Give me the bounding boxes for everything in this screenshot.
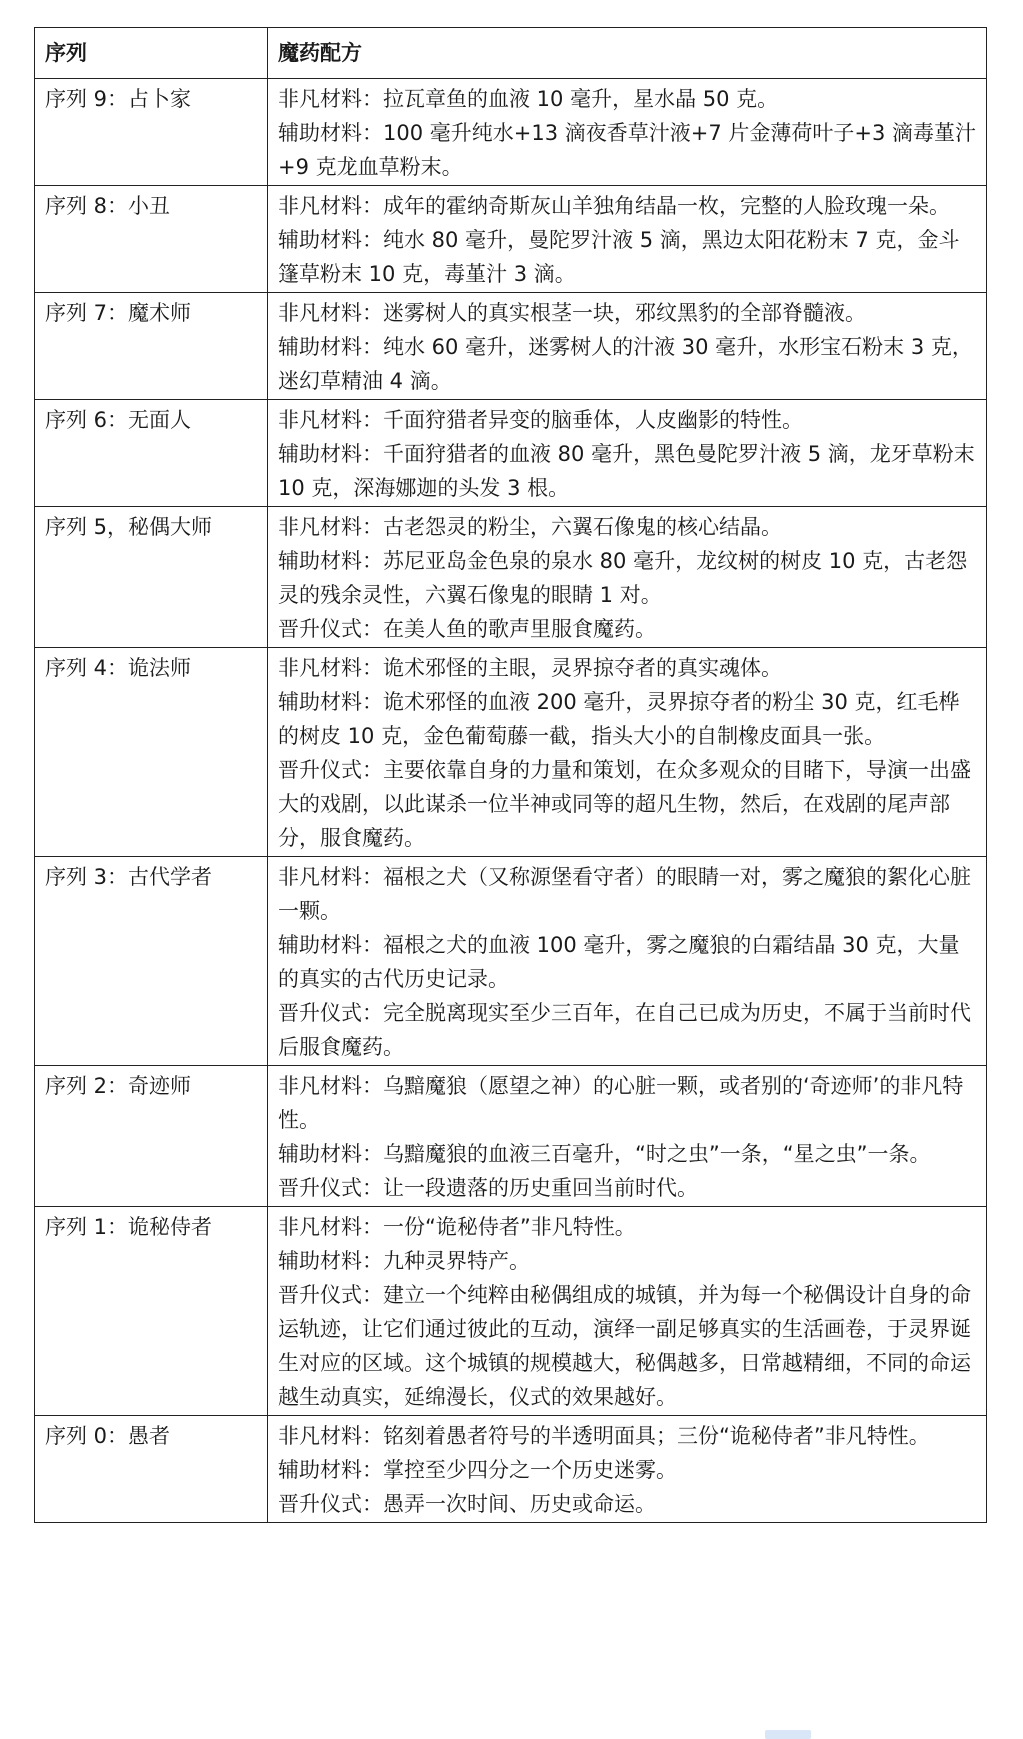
recipe-cell [268, 1207, 987, 1416]
recipe-line: 辅助材料：100 毫升纯水+13 滴夜香草汁液+7 片金薄荷叶子+3 滴毒堇汁+9 克龙血草粉末。 [278, 121, 977, 179]
recipe-line: 非凡材料：乌黯魔狼（愿望之神）的心脏一颗，或者别的‘奇迹师’的非凡特性。 [278, 1074, 964, 1132]
header-recipe: 魔药配方 [268, 28, 987, 79]
table-row [35, 648, 987, 857]
sequence-cell: 序列 2：奇迹师 [35, 1066, 268, 1207]
recipe-cell [268, 857, 987, 1066]
recipe-table-container [34, 27, 986, 1523]
recipe-line: 辅助材料：诡术邪怪的血液 200 毫升，灵界掠夺者的粉尘 30 克，红毛桦的树皮 10 克，金色葡萄藤一截，指头大小的自制橡皮面具一张。 [278, 690, 960, 748]
recipe-table [34, 27, 987, 1523]
recipe-line: 非凡材料：一份“诡秘侍者”非凡特性。 [278, 1215, 636, 1239]
table-row [35, 857, 987, 1066]
recipe-line: 辅助材料：苏尼亚岛金色泉的泉水 80 毫升，龙纹树的树皮 10 克，古老怨灵的残余灵性，六翼石像鬼的眼睛 1 对。 [278, 549, 968, 607]
recipe-line: 晋升仪式：愚弄一次时间、历史或命运。 [278, 1492, 656, 1516]
recipe-line: 辅助材料：福根之犬的血液 100 毫升，雾之魔狼的白霜结晶 30 克，大量的真实的古代历史记录。 [278, 933, 960, 991]
table-header-row [35, 28, 987, 79]
recipe-line: 晋升仪式：让一段遗落的历史重回当前时代。 [278, 1176, 698, 1200]
recipe-line: 晋升仪式：主要依靠自身的力量和策划，在众多观众的目睹下，导演一出盛大的戏剧，以此谋杀一位半神或同等的超凡生物，然后，在戏剧的尾声部分，服食魔药。 [278, 758, 971, 850]
recipe-line: 非凡材料：铭刻着愚者符号的半透明面具；三份“诡秘侍者”非凡特性。 [278, 1424, 930, 1448]
table-row [35, 1416, 987, 1523]
recipe-line: 辅助材料：纯水 80 毫升，曼陀罗汁液 5 滴，黑边太阳花粉末 7 克，金斗篷草粉末 10 克，毒堇汁 3 滴。 [278, 228, 960, 286]
recipe-line: 非凡材料：古老怨灵的粉尘，六翼石像鬼的核心结晶。 [278, 515, 782, 539]
recipe-line: 非凡材料：迷雾树人的真实根茎一块，邪纹黑豹的全部脊髓液。 [278, 301, 866, 325]
recipe-line: 辅助材料：掌控至少四分之一个历史迷雾。 [278, 1458, 677, 1482]
sequence-cell: 序列 5，秘偶大师 [35, 507, 268, 648]
recipe-line: 辅助材料：九种灵界特产。 [278, 1249, 530, 1273]
sequence-cell: 序列 3：古代学者 [35, 857, 268, 1066]
recipe-line: 晋升仪式：在美人鱼的歌声里服食魔药。 [278, 617, 656, 641]
table-row [35, 1066, 987, 1207]
recipe-cell [268, 79, 987, 186]
recipe-cell [268, 648, 987, 857]
bottom-edge-tab [765, 1730, 811, 1739]
recipe-line: 晋升仪式：建立一个纯粹由秘偶组成的城镇，并为每一个秘偶设计自身的命运轨迹，让它们通过彼此的互动，演绎一副足够真实的生活画卷，于灵界诞生对应的区域。这个城镇的规模越大，秘偶越多，日常越精细，不同的命运越生动真实，延绵漫长，仪式的效果越好。 [278, 1283, 971, 1409]
table-row [35, 400, 987, 507]
recipe-line: 辅助材料：乌黯魔狼的血液三百毫升，“时之虫”一条，“星之虫”一条。 [278, 1142, 931, 1166]
recipe-cell [268, 507, 987, 648]
table-row [35, 1207, 987, 1416]
recipe-cell [268, 400, 987, 507]
sequence-cell: 序列 7：魔术师 [35, 293, 268, 400]
recipe-line: 非凡材料：拉瓦章鱼的血液 10 毫升，星水晶 50 克。 [278, 87, 779, 111]
recipe-cell [268, 1066, 987, 1207]
recipe-line: 非凡材料：千面狩猎者异变的脑垂体，人皮幽影的特性。 [278, 408, 803, 432]
recipe-cell [268, 1416, 987, 1523]
sequence-cell: 序列 9：占卜家 [35, 79, 268, 186]
recipe-line: 非凡材料：成年的霍纳奇斯灰山羊独角结晶一枚，完整的人脸玫瑰一朵。 [278, 194, 950, 218]
table-body [35, 79, 987, 1523]
recipe-line: 非凡材料：诡术邪怪的主眼，灵界掠夺者的真实魂体。 [278, 656, 782, 680]
sequence-cell: 序列 6：无面人 [35, 400, 268, 507]
sequence-cell: 序列 0：愚者 [35, 1416, 268, 1523]
sequence-cell: 序列 4：诡法师 [35, 648, 268, 857]
table-row [35, 507, 987, 648]
recipe-line: 晋升仪式：完全脱离现实至少三百年，在自己已成为历史，不属于当前时代后服食魔药。 [278, 1001, 971, 1059]
recipe-cell [268, 186, 987, 293]
recipe-line: 辅助材料：纯水 60 毫升，迷雾树人的汁液 30 毫升，水形宝石粉末 3 克，迷幻草精油 4 滴。 [278, 335, 973, 393]
sequence-cell: 序列 8：小丑 [35, 186, 268, 293]
header-sequence: 序列 [35, 28, 268, 79]
table-row [35, 293, 987, 400]
table-row [35, 79, 987, 186]
recipe-cell [268, 293, 987, 400]
recipe-line: 非凡材料：福根之犬（又称源堡看守者）的眼睛一对，雾之魔狼的絮化心脏一颗。 [278, 865, 971, 923]
recipe-line: 辅助材料：千面狩猎者的血液 80 毫升，黑色曼陀罗汁液 5 滴，龙牙草粉末 10 克，深海娜迦的头发 3 根。 [278, 442, 975, 500]
sequence-cell: 序列 1：诡秘侍者 [35, 1207, 268, 1416]
table-row [35, 186, 987, 293]
